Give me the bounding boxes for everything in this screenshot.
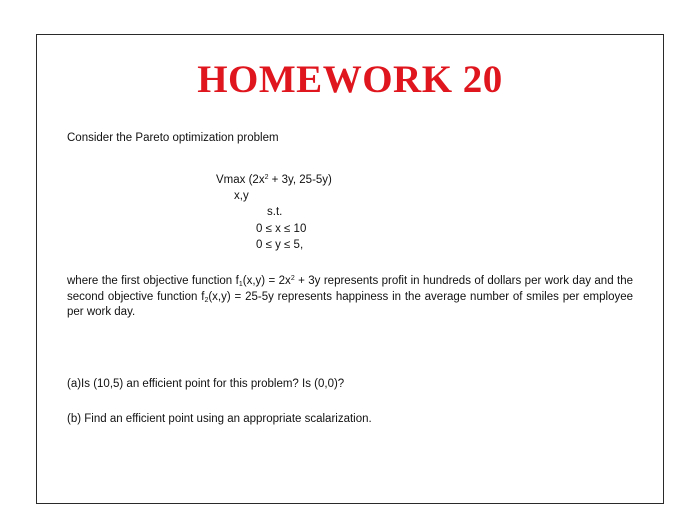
subject-to-label: s.t. (267, 206, 283, 218)
desc-sub-1: 1 (238, 281, 243, 288)
question-b: (b) Find an efficient point using an appropriate scalarization. (67, 413, 372, 425)
decision-variables: x,y (234, 190, 249, 202)
desc-part-3: + 3y represents profit in hundreds of dollars per work day and the second objective function f (67, 275, 634, 303)
constraint-x: 0 ≤ x ≤ 10 (256, 223, 307, 235)
objective-vmax (216, 173, 332, 187)
desc-part-4: (x,y) = 25-5y represents happiness in the average number of smiles per employee per work day. (67, 290, 634, 318)
desc-part-2: (x,y) = 2x (242, 275, 291, 287)
objective-description (67, 274, 633, 321)
question-a: (a)Is (10,5) an efficient point for this problem? Is (0,0)? (67, 378, 345, 390)
slide-title: HOMEWORK 20 (197, 58, 503, 101)
vmax-prefix: Vmax (2x (216, 174, 265, 186)
desc-part-1: where the first objective function f (67, 275, 239, 287)
desc-sub-2: 2 (204, 296, 209, 304)
desc-exponent: 2 (290, 275, 295, 282)
intro-text: Consider the Pareto optimization problem (67, 132, 279, 144)
constraint-y: 0 ≤ y ≤ 5, (256, 239, 304, 251)
vmax-suffix: + 3y, 25-5y) (268, 174, 332, 186)
vmax-exponent: 2 (264, 174, 269, 181)
homework-slide (36, 34, 664, 504)
